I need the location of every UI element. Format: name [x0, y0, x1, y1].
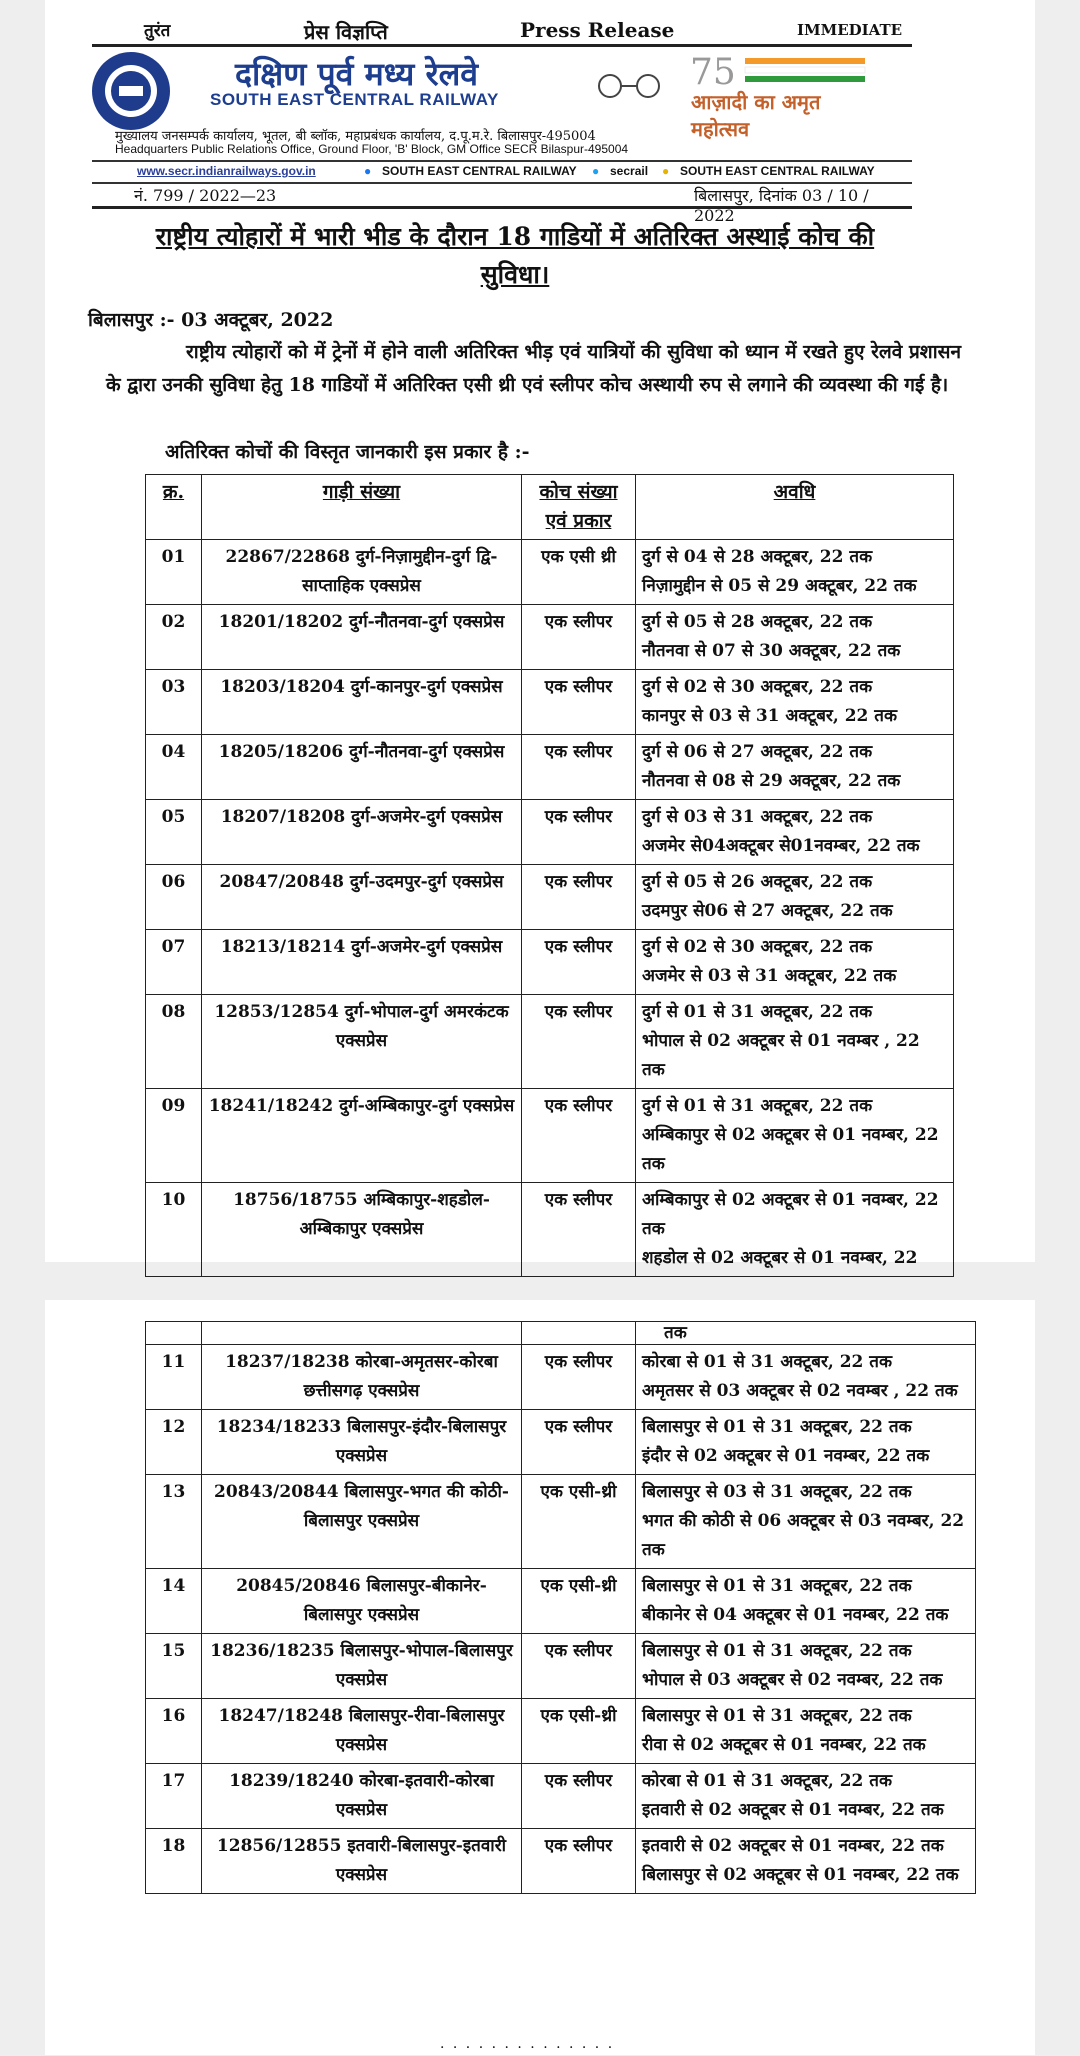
row-period — [636, 1089, 954, 1183]
row-coach: एक स्लीपर — [522, 1183, 636, 1277]
row-period — [636, 800, 954, 865]
org-name-english: SOUTH EAST CENTRAL RAILWAY — [210, 90, 499, 109]
period-line: दुर्ग से 05 से 28 अक्टूबर, 22 तक — [642, 612, 873, 632]
row-coach: एक स्लीपर — [522, 1634, 636, 1699]
period-line: नौतनवा से 08 से 29 अक्टूबर, 22 तक — [642, 771, 901, 791]
row-serial: 10 — [146, 1183, 202, 1277]
table-row — [146, 865, 954, 930]
header-train: गाड़ी संख्या — [202, 475, 522, 540]
period-line: इंदौर से 02 अक्टूबर से 01 नवम्बर, 22 तक — [642, 1446, 930, 1466]
table-row — [146, 1345, 976, 1410]
table-row — [146, 670, 954, 735]
row-train: 18241/18242 दुर्ग-अम्बिकापुर-दुर्ग एक्सप्रेस — [202, 1089, 522, 1183]
row-period — [636, 995, 954, 1089]
row-serial: 14 — [146, 1569, 202, 1634]
period-line: अमृतसर से 03 अक्टूबर से 02 नवम्बर , 22 तक — [642, 1381, 958, 1401]
row-train: 18756/18755 अम्बिकापुर-शहडोल-अम्बिकापुर एक्सप्रेस — [202, 1183, 522, 1277]
row-coach: एक स्लीपर — [522, 930, 636, 995]
period-line: अजमेर से04अक्टूबर से01नवम्बर, 22 तक — [642, 836, 920, 856]
row-train: 20847/20848 दुर्ग-उदमपुर-दुर्ग एक्सप्रेस — [202, 865, 522, 930]
row-train: 18201/18202 दुर्ग-नौतनवा-दुर्ग एक्सप्रेस — [202, 605, 522, 670]
row-train: 12856/12855 इतवारी-बिलासपुर-इतवारी एक्सप्रेस — [202, 1829, 522, 1894]
row-period — [636, 1345, 976, 1410]
press-release-label: Press Release — [520, 18, 675, 42]
row-serial: 16 — [146, 1699, 202, 1764]
period-line: दुर्ग से 05 से 26 अक्टूबर, 22 तक — [642, 872, 873, 892]
table-header-row — [146, 475, 954, 540]
table-row — [146, 1569, 976, 1634]
row-serial: 11 — [146, 1345, 202, 1410]
row-coach: एक स्लीपर — [522, 605, 636, 670]
facebook-link[interactable]: SOUTH EAST CENTRAL RAILWAY — [382, 164, 577, 178]
press-vigyapti-label: प्रेस विज्ञप्ति — [304, 20, 388, 44]
period-line: उदमपुर से06 से 27 अक्टूबर, 22 तक — [642, 901, 893, 921]
period-line: भगत की कोठी से 06 अक्टूबर से 03 नवम्बर, 22 तक — [642, 1511, 965, 1560]
period-line: निज़ामुद्दीन से 05 से 29 अक्टूबर, 22 तक — [642, 576, 917, 596]
twitter-link[interactable]: secrail — [610, 164, 649, 178]
tricolor-75-icon — [685, 50, 875, 90]
social-links-bar — [92, 160, 912, 184]
reference-line — [92, 184, 912, 225]
row-serial: 07 — [146, 930, 202, 995]
svg-text:75: 75 — [690, 52, 736, 90]
period-line: भोपाल से 02 अक्टूबर से 01 नवम्बर , 22 तक — [642, 1031, 920, 1080]
row-serial: 13 — [146, 1475, 202, 1569]
immediate-label: IMMEDIATE — [797, 21, 903, 39]
table-row — [146, 540, 954, 605]
row-coach: एक स्लीपर — [522, 670, 636, 735]
period-line: दुर्ग से 02 से 30 अक्टूबर, 22 तक — [642, 677, 873, 697]
row-coach: एक स्लीपर — [522, 800, 636, 865]
row-period — [636, 1764, 976, 1829]
row-train: 18239/18240 कोरबा-इतवारी-कोरबा एक्सप्रेस — [202, 1764, 522, 1829]
period-line: रीवा से 02 अक्टूबर से 01 नवम्बर, 22 तक — [642, 1735, 926, 1755]
turant-label: तुरंत — [144, 21, 171, 41]
row-period — [636, 540, 954, 605]
row-period — [636, 1410, 976, 1475]
table-row — [146, 800, 954, 865]
railway-emblem-icon — [92, 52, 170, 130]
row-period — [636, 1475, 976, 1569]
reference-number: नं. 799 / 2022—23 — [134, 186, 277, 205]
period-line: शहडोल से 02 अक्टूबर से 01 नवम्बर, 22 — [642, 1248, 918, 1268]
row-period — [636, 1569, 976, 1634]
period-line: अम्बिकापुर से 02 अक्टूबर से 01 नवम्बर, 22 तक — [642, 1125, 939, 1174]
row-period — [636, 1634, 976, 1699]
period-line: दुर्ग से 03 से 31 अक्टूबर, 22 तक — [642, 807, 873, 827]
row-coach: एक एसी थ्री — [522, 540, 636, 605]
row-coach: एक स्लीपर — [522, 1829, 636, 1894]
period-line: भोपाल से 03 अक्टूबर से 02 नवम्बर, 22 तक — [642, 1670, 943, 1690]
address-hindi: मुख्यालय जनसम्पर्क कार्यालय, भूतल, बी ब्लॉक, महाप्रबंधक कार्यालय, द.पू.म.रे. बिलासपुर-495004 — [115, 129, 596, 144]
twitter-icon: ● — [592, 164, 600, 178]
continuation-text: तक — [636, 1322, 976, 1345]
row-coach: एक स्लीपर — [522, 1089, 636, 1183]
azadi-amrit-mahotsav-logo — [685, 50, 875, 141]
swachh-bharat-icon — [590, 72, 670, 100]
row-serial: 09 — [146, 1089, 202, 1183]
reference-date: बिलासपुर, दिनांक 03 / 10 / 2022 — [694, 186, 869, 225]
period-line: बिलासपुर से 01 से 31 अक्टूबर, 22 तक — [642, 1706, 912, 1726]
row-coach: एक स्लीपर — [522, 1764, 636, 1829]
row-serial: 02 — [146, 605, 202, 670]
row-serial: 17 — [146, 1764, 202, 1829]
table-row — [146, 1183, 954, 1277]
table-row — [146, 1475, 976, 1569]
row-serial: 18 — [146, 1829, 202, 1894]
table-row — [146, 1089, 954, 1183]
row-serial: 15 — [146, 1634, 202, 1699]
table-row — [146, 1764, 976, 1829]
table-row — [146, 1634, 976, 1699]
row-coach: एक स्लीपर — [522, 865, 636, 930]
row-train: 18205/18206 दुर्ग-नौतनवा-दुर्ग एक्सप्रेस — [202, 735, 522, 800]
row-serial: 01 — [146, 540, 202, 605]
row-coach: एक एसी-थ्री — [522, 1569, 636, 1634]
row-train: 18207/18208 दुर्ग-अजमेर-दुर्ग एक्सप्रेस — [202, 800, 522, 865]
period-line: इतवारी से 02 अक्टूबर से 01 नवम्बर, 22 तक — [642, 1836, 944, 1856]
org-name-hindi: दक्षिण पूर्व मध्य रेलवे — [235, 55, 479, 93]
table-row — [146, 930, 954, 995]
row-serial: 08 — [146, 995, 202, 1089]
period-line: बिलासपुर से 03 से 31 अक्टूबर, 22 तक — [642, 1482, 912, 1502]
row-train: 22867/22868 दुर्ग-निज़ामुद्दीन-दुर्ग द्वि-साप्ताहिक एक्सप्रेस — [202, 540, 522, 605]
period-line: दुर्ग से 01 से 31 अक्टूबर, 22 तक — [642, 1002, 873, 1022]
row-period — [636, 605, 954, 670]
period-line: दुर्ग से 01 से 31 अक्टूबर, 22 तक — [642, 1096, 873, 1116]
period-line: इतवारी से 02 अक्टूबर से 01 नवम्बर, 22 तक — [642, 1800, 944, 1820]
row-period — [636, 930, 954, 995]
period-line: अम्बिकापुर से 02 अक्टूबर से 01 नवम्बर, 22 तक — [642, 1190, 939, 1239]
koo-icon: ● — [662, 164, 670, 178]
body-paragraph: राष्ट्रीय त्योहारों को में ट्रेनों में होने वाली अतिरिक्त भीड़ एवं यात्रियों की सुविधा को ध्यान में रखते हुए रेलवे प्रशासन के द्वारा उनकी सुविधा हेतु 18 गाडियों में अतिरिक्त एसी थ्री एवं स्लीपर कोच अस्थायी रुप से लगाने की व्यवस्था की गई है। — [106, 341, 962, 396]
continuation-row — [146, 1322, 976, 1345]
row-train: 20843/20844 बिलासपुर-भगत की कोठी-बिलासपुर एक्सप्रेस — [202, 1475, 522, 1569]
header-period: अवधि — [636, 475, 954, 540]
row-serial: 06 — [146, 865, 202, 930]
row-coach: एक एसी-थ्री — [522, 1699, 636, 1764]
period-line: बिलासपुर से 01 से 31 अक्टूबर, 22 तक — [642, 1576, 912, 1596]
dateline: बिलासपुर :- 03 अक्टूबर, 2022 — [88, 309, 334, 331]
row-period — [636, 865, 954, 930]
row-serial: 04 — [146, 735, 202, 800]
coach-table-page2 — [145, 1321, 976, 1894]
row-period — [636, 1183, 954, 1277]
page-title: राष्ट्रीय त्योहारों में भारी भीड के दौरान 18 गाडियों में अतिरिक्त अस्थाई कोच की सुविधा। — [155, 222, 875, 289]
period-line: बिलासपुर से 02 अक्टूबर से 01 नवम्बर, 22 तक — [642, 1865, 959, 1885]
row-period — [636, 1829, 976, 1894]
row-serial: 12 — [146, 1410, 202, 1475]
table-row — [146, 1699, 976, 1764]
row-coach: एक स्लीपर — [522, 735, 636, 800]
period-line: नौतनवा से 07 से 30 अक्टूबर, 22 तक — [642, 641, 901, 661]
table-row — [146, 1410, 976, 1475]
row-coach: एक स्लीपर — [522, 995, 636, 1089]
azadi-text: आज़ादी का अमृत महोत्सव — [691, 90, 821, 141]
row-coach: एक स्लीपर — [522, 1410, 636, 1475]
website-link[interactable]: www.secr.indianrailways.gov.in — [137, 164, 316, 178]
indian-railways-logo — [92, 52, 170, 130]
period-line: दुर्ग से 02 से 30 अक्टूबर, 22 तक — [642, 937, 873, 957]
period-line: बिलासपुर से 01 से 31 अक्टूबर, 22 तक — [642, 1641, 912, 1661]
press-header-bar — [92, 18, 912, 47]
row-period — [636, 735, 954, 800]
row-train: 20845/20846 बिलासपुर-बीकानेर-बिलासपुर एक्सप्रेस — [202, 1569, 522, 1634]
coach-table-page1 — [145, 474, 954, 1277]
row-train: 18213/18214 दुर्ग-अजमेर-दुर्ग एक्सप्रेस — [202, 930, 522, 995]
row-train: 18247/18248 बिलासपुर-रीवा-बिलासपुर एक्सप्रेस — [202, 1699, 522, 1764]
period-line: कोरबा से 01 से 31 अक्टूबर, 22 तक — [642, 1352, 893, 1372]
row-train: 18203/18204 दुर्ग-कानपुर-दुर्ग एक्सप्रेस — [202, 670, 522, 735]
row-train: 18236/18235 बिलासपुर-भोपाल-बिलासपुर एक्सप्रेस — [202, 1634, 522, 1699]
period-line: दुर्ग से 06 से 27 अक्टूबर, 22 तक — [642, 742, 873, 762]
header-serial: क्र. — [146, 475, 202, 540]
row-coach: एक एसी-थ्री — [522, 1475, 636, 1569]
row-train: 18237/18238 कोरबा-अमृतसर-कोरबा छत्तीसगढ़ एक्सप्रेस — [202, 1345, 522, 1410]
facebook-icon: ● — [364, 164, 372, 178]
table-intro: अतिरिक्त कोचों की विस्तृत जानकारी इस प्रकार है :- — [165, 441, 530, 463]
period-line: दुर्ग से 04 से 28 अक्टूबर, 22 तक — [642, 547, 873, 567]
row-period — [636, 1699, 976, 1764]
row-period — [636, 670, 954, 735]
period-line: कोरबा से 01 से 31 अक्टूबर, 22 तक — [642, 1771, 893, 1791]
period-line: अजमेर से 03 से 31 अक्टूबर, 22 तक — [642, 966, 897, 986]
table-row — [146, 605, 954, 670]
page-break-dots: · · · · · · · · · · · · · · — [440, 2040, 615, 2056]
row-coach: एक स्लीपर — [522, 1345, 636, 1410]
row-train: 18234/18233 बिलासपुर-इंदौर-बिलासपुर एक्सप्रेस — [202, 1410, 522, 1475]
period-line: बीकानेर से 04 अक्टूबर से 01 नवम्बर, 22 तक — [642, 1605, 949, 1625]
period-line: कानपुर से 03 से 31 अक्टूबर, 22 तक — [642, 706, 898, 726]
address-english: Headquarters Public Relations Office, Ground Floor, 'B' Block, GM Office SECR Bilaspur-495004 — [115, 142, 629, 156]
row-serial: 05 — [146, 800, 202, 865]
table-row — [146, 735, 954, 800]
table-row — [146, 995, 954, 1089]
header-coach: कोच संख्या एवं प्रकार — [522, 475, 636, 540]
koo-link[interactable]: SOUTH EAST CENTRAL RAILWAY — [680, 164, 875, 178]
period-line: बिलासपुर से 01 से 31 अक्टूबर, 22 तक — [642, 1417, 912, 1437]
table-row — [146, 1829, 976, 1894]
row-serial: 03 — [146, 670, 202, 735]
row-train: 12853/12854 दुर्ग-भोपाल-दुर्ग अमरकंटक एक्सप्रेस — [202, 995, 522, 1089]
